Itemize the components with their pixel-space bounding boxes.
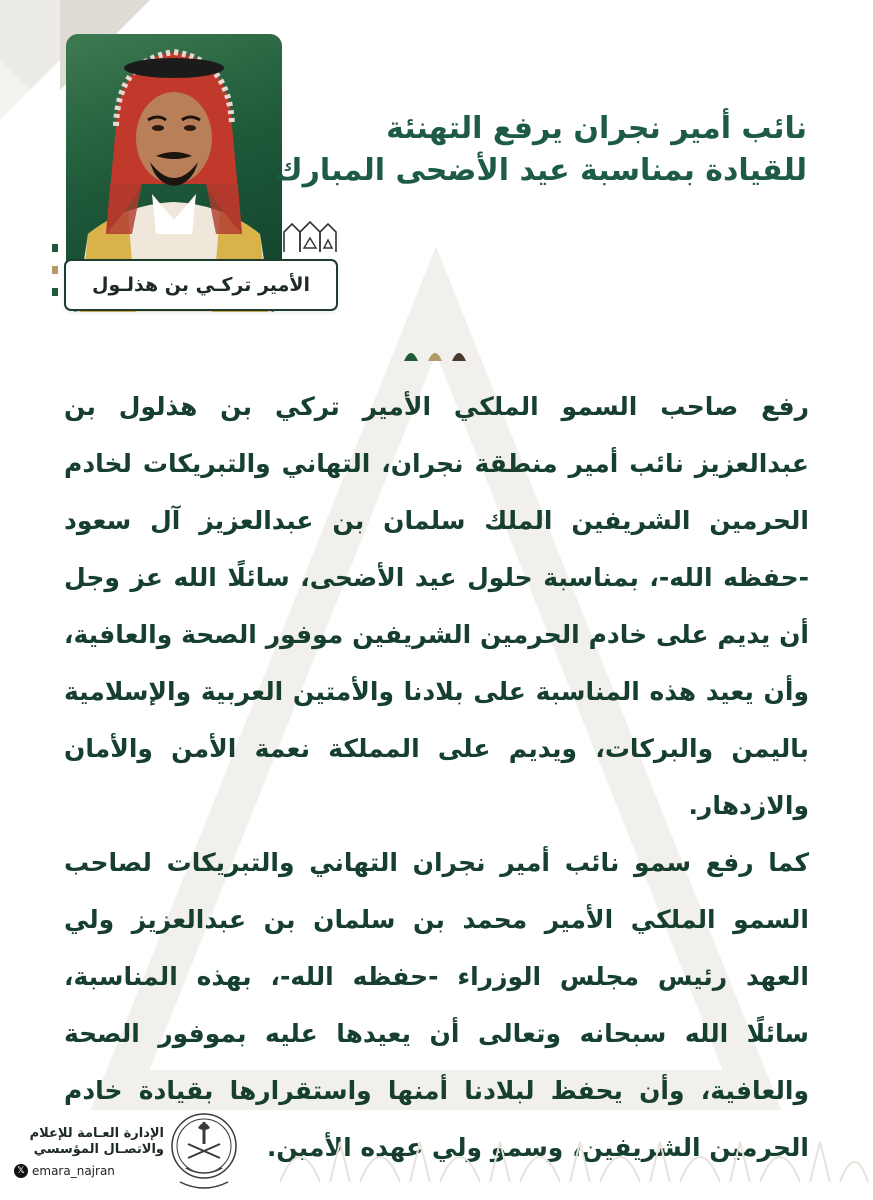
prince-name: الأمير تركـي بن هذلـول bbox=[92, 274, 310, 296]
department-line-2: والاتصـال المؤسسي bbox=[33, 1142, 164, 1157]
page-title bbox=[275, 108, 807, 192]
emblem-logo-icon bbox=[168, 1110, 240, 1190]
footer bbox=[0, 1100, 873, 1200]
social-handle[interactable] bbox=[14, 1164, 164, 1178]
article-paragraph-2: كما رفع سمو نائب أمير نجران التهاني والتبريكات لصاحب السمو الملكي الأمير محمد بن سلمان بن عبدالعزيز ولي العهد رئيس مجلس الوزراء -حفظه الله-، بهذه المناسبة، سائلًا الله سبحانه وتعالى أن يعيدها عليه بموفور الصحة والعافية، وأن يحفظ لبلادنا أمنها واستقرارها بقيادة خادم الحرمين الشريفين، وسمو ولي عهده الأمين. bbox=[64, 848, 809, 1162]
department-line-1: الإدارة العـامة للإعلام bbox=[29, 1126, 164, 1141]
x-logo-icon[interactable]: 𝕏 bbox=[14, 1164, 28, 1178]
portrait-name-tag bbox=[64, 259, 338, 311]
article-paragraph-1: رفع صاحب السمو الملكي الأمير تركي بن هذلول بن عبدالعزيز نائب أمير منطقة نجران، التهاني والتبريكات لخادم الحرمين الشريفين الملك سلمان بن عبدالعزيز آل سعود -حفظه الله-، بمناسبة حلول عيد الأضحى، سائلًا الله عز وجل أن يديم على خادم الحرمين الشريفين موفور الصحة والعافية، وأن يعيد هذه المناسبة على بلادنا والأمتين العربية والإسلامية باليمن والبركات، ويديم على المملكة نعمة الأمن والأمان والازدهار. bbox=[64, 392, 809, 820]
social-handle-text[interactable]: emara_najran bbox=[32, 1164, 115, 1178]
article-body bbox=[64, 378, 809, 1176]
ornament-icon bbox=[280, 218, 340, 258]
side-dots-decoration bbox=[52, 244, 60, 298]
footer-pattern-decoration bbox=[280, 1122, 870, 1194]
department-block bbox=[14, 1126, 164, 1178]
headline-line-1: نائب أمير نجران يرفع التهنئة bbox=[386, 111, 807, 146]
triangle-ornament-icon bbox=[404, 345, 468, 363]
headline-line-2: للقيادة بمناسبة عيد الأضحى المبارك bbox=[275, 153, 807, 188]
